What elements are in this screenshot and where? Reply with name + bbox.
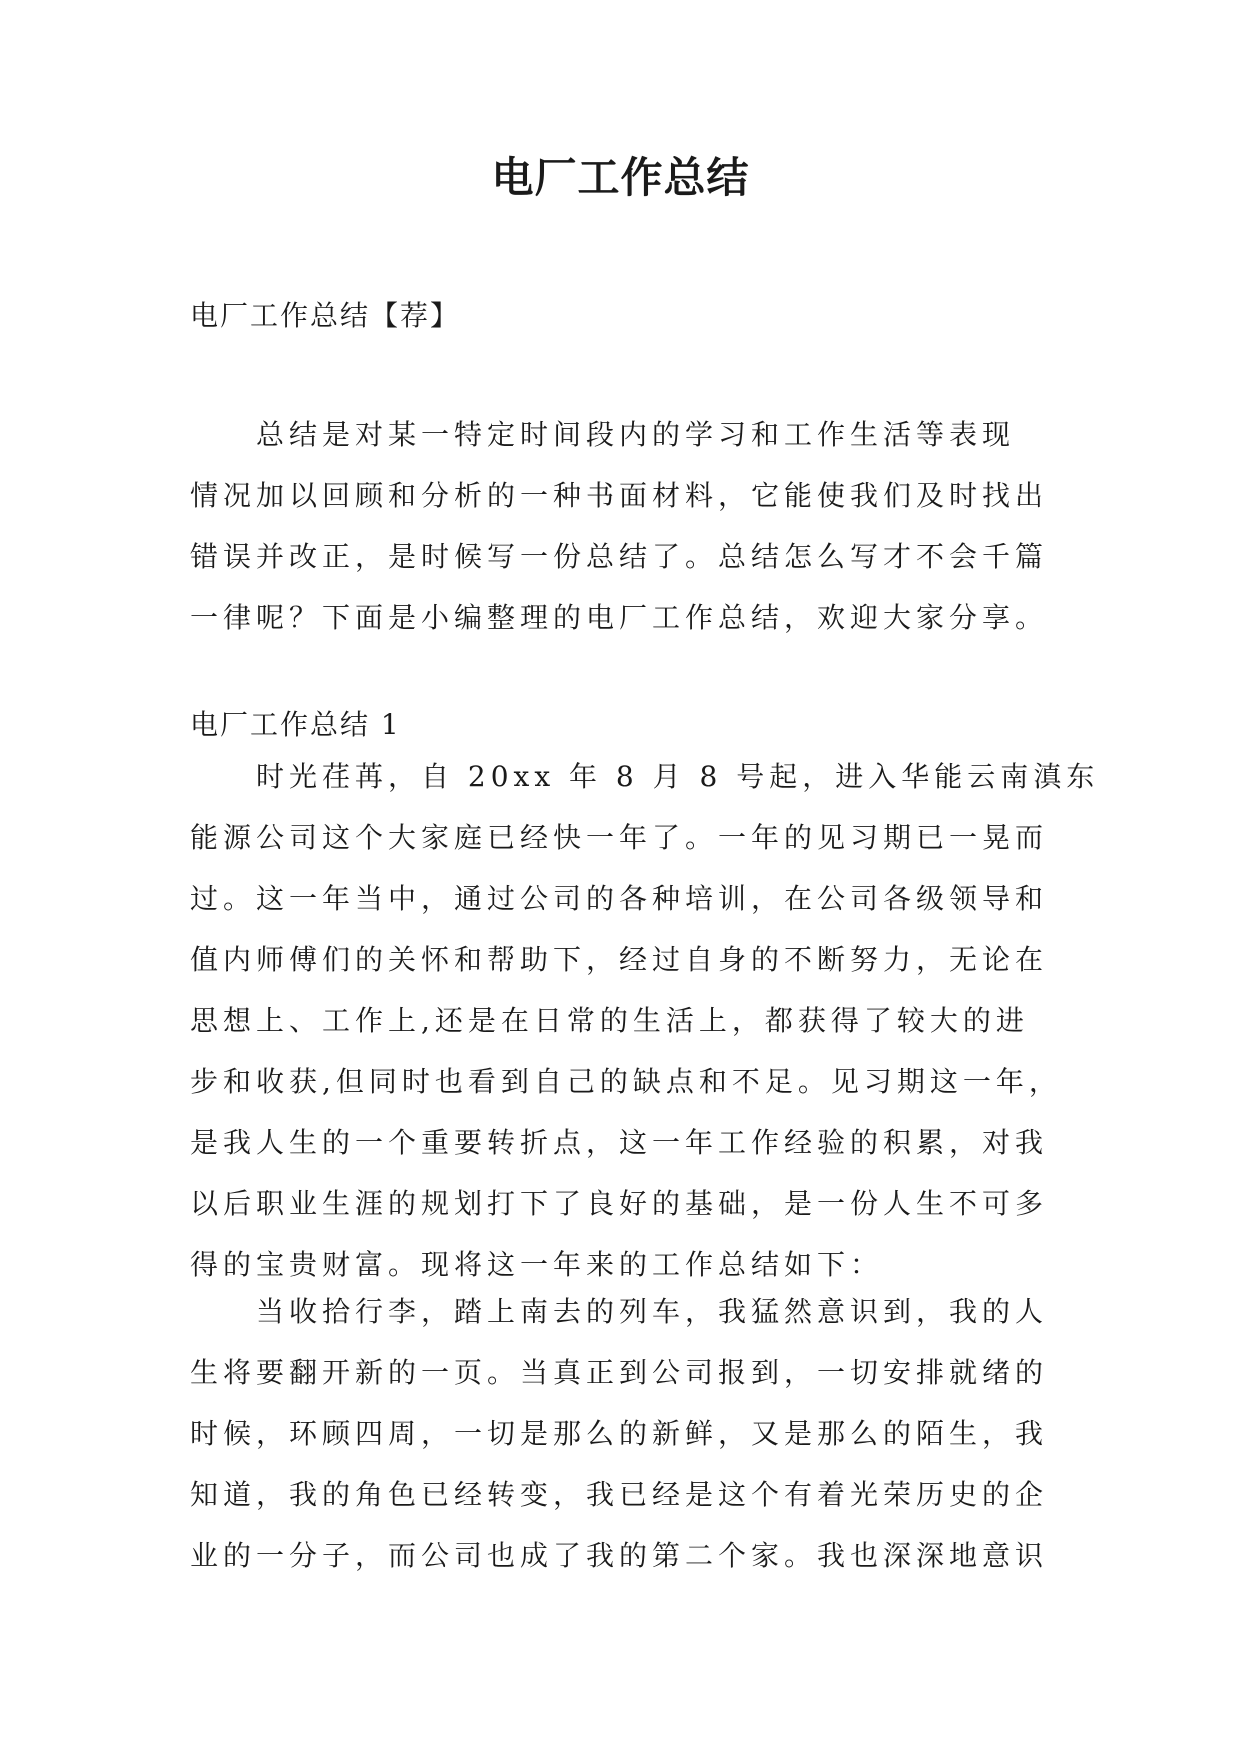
paragraph-line: 总结是对某一特定时间段内的学习和工作生活等表现 (256, 418, 1016, 451)
paragraph-line: 过。这一年当中，通过公司的各种培训，在公司各级领导和 (190, 882, 1049, 915)
paragraph-line: 情况加以回顾和分析的一种书面材料，它能使我们及时找出 (190, 479, 1049, 512)
paragraph-line: 能源公司这个大家庭已经快一年了。一年的见习期已一晃而 (190, 821, 1049, 854)
paragraph-line: 步和收获,但同时也看到自己的缺点和不足。见习期这一年， (190, 1065, 1062, 1098)
paragraph-line: 当收拾行李，踏上南去的列车，我猛然意识到，我的人 (256, 1295, 1049, 1328)
document-title: 电厂工作总结 (491, 153, 750, 202)
paragraph-line: 思想上、工作上,还是在日常的生活上，都获得了较大的进 (190, 1004, 1029, 1037)
paragraph-line: 时光荏苒，自 20xx 年 8 月 8 号起，进入华能云南滇东 (256, 760, 1100, 793)
paragraph-line: 知道，我的角色已经转变，我已经是这个有着光荣历史的企 (190, 1478, 1049, 1511)
paragraph-line: 得的宝贵财富。现将这一年来的工作总结如下： (190, 1248, 884, 1281)
paragraph-line: 值内师傅们的关怀和帮助下，经过自身的不断努力，无论在 (190, 943, 1049, 976)
document-subtitle: 电厂工作总结【荐】 (190, 299, 461, 332)
paragraph-line: 以后职业生涯的规划打下了良好的基础，是一份人生不可多 (190, 1187, 1049, 1220)
section-heading: 电厂工作总结 1 (190, 708, 401, 741)
paragraph-line: 是我人生的一个重要转折点，这一年工作经验的积累，对我 (190, 1126, 1049, 1159)
paragraph-line: 错误并改正，是时候写一份总结了。总结怎么写才不会千篇 (190, 540, 1049, 573)
section1-paragraph-2 (190, 1281, 1050, 1586)
section1-paragraph-1 (190, 746, 1100, 1295)
paragraph-line: 生将要翻开新的一页。当真正到公司报到，一切安排就绪的 (190, 1356, 1049, 1389)
paragraph-line: 业的一分子，而公司也成了我的第二个家。我也深深地意识 (190, 1539, 1049, 1572)
intro-paragraph (190, 404, 1050, 648)
paragraph-line: 一律呢？下面是小编整理的电厂工作总结，欢迎大家分享。 (190, 601, 1049, 634)
paragraph-line: 时候，环顾四周，一切是那么的新鲜，又是那么的陌生，我 (190, 1417, 1049, 1450)
